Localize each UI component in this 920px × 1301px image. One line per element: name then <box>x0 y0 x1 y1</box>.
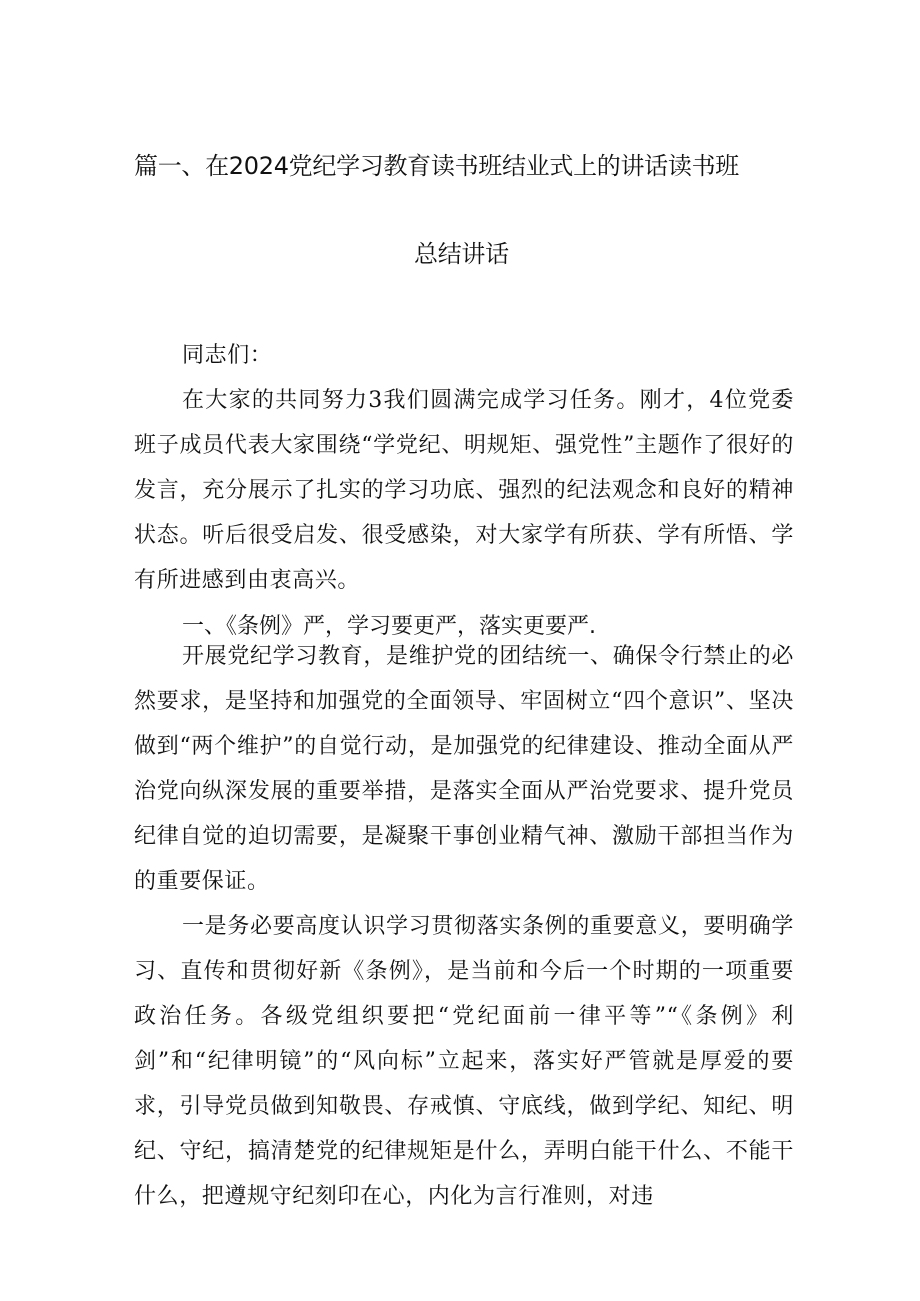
document-title-line-1: 篇一、在2024党纪学习教育读书班结业式上的讲话读书班 <box>134 152 739 180</box>
document-title-line-2: 总结讲话 <box>414 240 509 268</box>
body-paragraph-2: 一是务必要高度认识学习贯彻落实条例的重要意义，要明确学习、直传和贯彻好新《条例》，是当前和今后一个时期的一项重要政治任务。各级党组织要把“党纪面前一律平等”“《条例》利剑”和“纪律明镜”的“风向标”立起来，落实好严管就是厚爱的要求，引导党员做到知敬畏、存戒慎、守底线，做到学纪、知纪、明纪、守纪，搞清楚党的纪律规矩是什么，弄明白能干什么、不能干什么，把遵规守纪刻印在心，内化为言行准则，对违 <box>134 914 794 1209</box>
greeting: 同志们： <box>182 343 273 368</box>
intro-paragraph: 在大家的共同努力3我们圆满完成学习任务。刚才，4位党委班子成员代表大家围绕“学党纪、明规矩、强党性”主题作了很好的发言，充分展示了扎实的学习功底、强烈的纪法观念和良好的精神状态。听后很受启发、很受感染，对大家学有所获、学有所悟、学有所进感到由衷高兴。 <box>134 388 794 593</box>
body-paragraph-1: 开展党纪学习教育，是维护党的团结统一、确保令行禁止的必然要求，是坚持和加强党的全面领导、牢固树立“四个意识”、坚决做到“两个维护”的自觉行动，是加强党的纪律建设、推动全面从严治党向纵深发展的重要举措，是落实全面从严治党要求、提升党员纪律自觉的迫切需要，是凝聚干事创业精气神、激励干部担当作为的重要保证。 <box>134 644 794 894</box>
section-heading: 一、《条例》严，学习要更严，落实更要严. <box>182 614 596 639</box>
